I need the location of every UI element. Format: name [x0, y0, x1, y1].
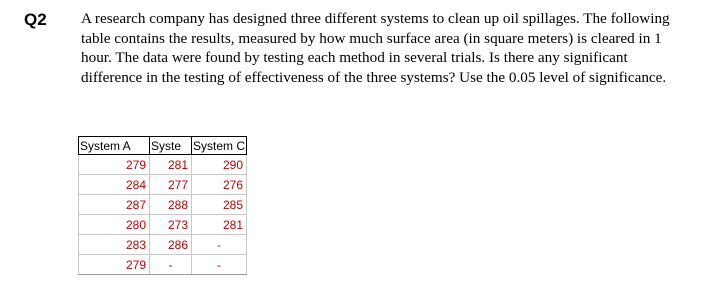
cell-system-b: 286	[150, 235, 192, 255]
question-number: Q2	[24, 10, 47, 29]
question-line: table contains the results, measured by how much surface area (in square meters) is cleared in 1	[81, 29, 662, 47]
table-row	[79, 175, 247, 195]
table-row	[79, 195, 247, 215]
header-system-a: System A	[79, 137, 150, 155]
cell-system-b: 288	[150, 195, 192, 215]
question-text	[81, 9, 681, 87]
cell-system-c: -	[192, 255, 247, 275]
cell-system-b: -	[150, 255, 192, 275]
cell-system-a: 280	[79, 215, 150, 235]
cell-system-b: 281	[150, 155, 192, 175]
question-line: hour. The data were found by testing each method in several trials. Is there any significant	[81, 49, 628, 67]
header-system-c: System C	[193, 138, 246, 153]
header-system-b: Syste	[150, 137, 192, 155]
cell-system-a: 283	[79, 235, 150, 255]
results-table	[78, 136, 247, 275]
table-row	[79, 255, 247, 275]
cell-system-c: -	[192, 235, 247, 255]
cell-system-a: 284	[79, 175, 150, 195]
table-header-row	[79, 137, 247, 155]
cell-system-c: 281	[192, 215, 247, 235]
question-line: A research company has designed three different systems to clean up oil spillages. The following	[81, 10, 670, 27]
cell-system-c: 285	[192, 195, 247, 215]
cell-system-a: 279	[79, 155, 150, 175]
table-row	[79, 155, 247, 175]
table-row	[79, 235, 247, 255]
cell-system-a: 279	[79, 255, 150, 275]
cell-system-a: 287	[79, 195, 150, 215]
cell-system-c: 276	[192, 175, 247, 195]
cell-system-b: 273	[150, 215, 192, 235]
cell-system-c: 290	[192, 155, 247, 175]
cell-system-b: 277	[150, 175, 192, 195]
table-row	[79, 215, 247, 235]
question-line: difference in the testing of effectiveness of the three systems? Use the 0.05 level of significance.	[81, 68, 667, 86]
